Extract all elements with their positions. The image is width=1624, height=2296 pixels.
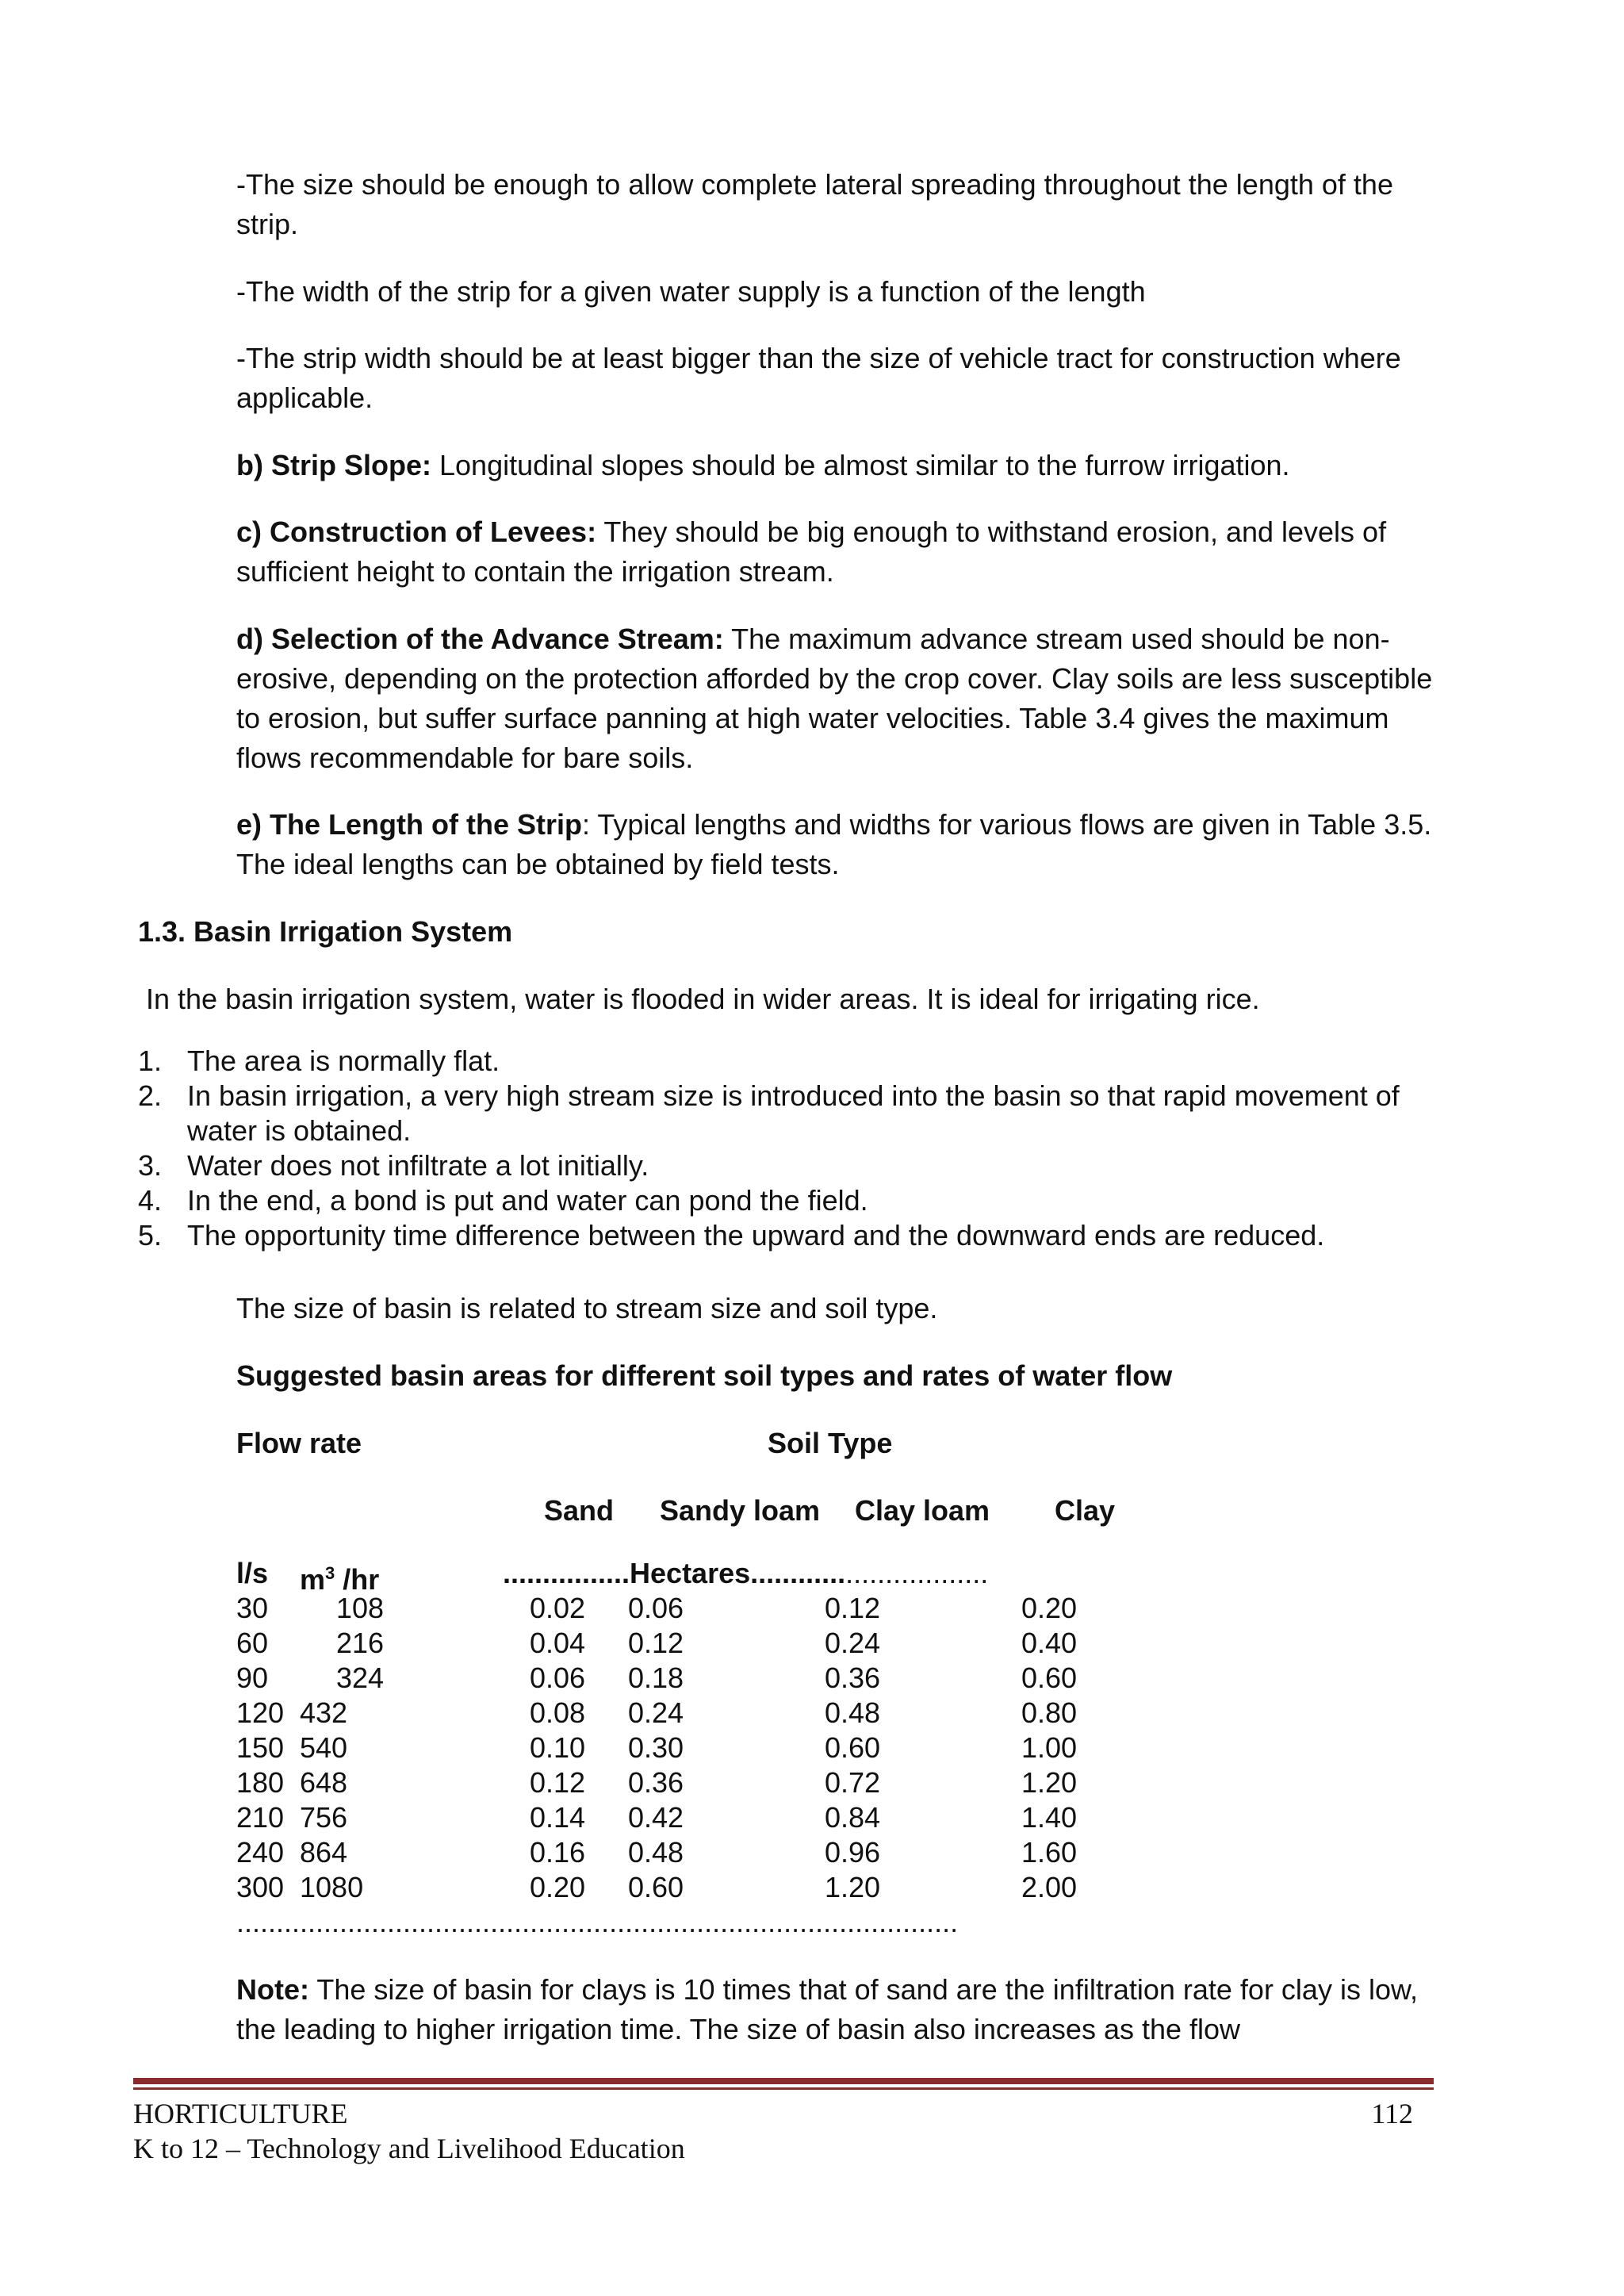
item-strip-slope [236,446,1442,485]
soil-type-label: Soil Type [768,1427,893,1459]
page-number: 112 [1371,2098,1413,2129]
list-item-number: 2. [138,1079,163,1112]
intro-paragraph: In the basin irrigation system, water is flooded in wider areas. It is ideal for irrigating rice. [146,983,1260,1015]
unit-liters-per-second: l/s [236,1557,269,1589]
list-item-text: In the end, a bond is put and water can pond the field. [187,1184,868,1217]
footer-rule-thin [133,2087,1434,2090]
item-advance-stream-text: The maximum advance stream used should be non-erosive, depending on the protection afforded by the crop cover. Clay soils are less susceptible to erosion, but suffer surface panning at high water velocities. Table 3.4 gives the maximum flows recommendable for bare soils. [236,623,1433,774]
basin-size-paragraph: The size of basin is related to stream size and soil type. [236,1292,938,1324]
list-item-number: 3. [138,1149,163,1182]
note-text: The size of basin for clays is 10 times that of sand are the infiltration rate for clay is low, the leading to higher irrigation time. The size of basin also increases as the flow [236,1973,1418,2045]
column-header-clay: Clay [1055,1494,1116,1527]
footer-line-2 [133,2130,1434,2167]
footer-rule [133,2078,1434,2084]
item-construction-levees-label: c) Construction of Levees: [236,516,597,548]
paragraph-strip-width-vehicle: -The strip width should be at least bigger than the size of vehicle tract for construction where applicable. [236,342,1401,414]
footer-line-1 [133,2095,1434,2132]
table-caption: Suggested basin areas for different soil types and rates of water flow [236,1359,1173,1392]
list-item-number: 5. [138,1219,163,1251]
list-item [138,1183,1454,1218]
column-header-sand: Sand [544,1494,615,1527]
item-construction-levees [236,512,1442,592]
footer-program: K to 12 – Technology and Livelihood Education [133,2133,685,2164]
list-item-number: 1. [138,1045,163,1077]
column-header-sandy-loam: Sandy loam [660,1494,821,1527]
flow-rate-label: Flow rate [236,1427,362,1459]
unit-hectares: ................Hectares.............................. [503,1557,989,1589]
list-item [138,1148,1454,1183]
list-item [138,1044,1454,1079]
paragraph-strip-width: -The width of the strip for a given water supply is a function of the length [236,275,1146,308]
list-item-text: The opportunity time difference between the upward and the downward ends are reduced. [187,1219,1325,1251]
item-construction-levees-text: They should be big enough to withstand erosion, and levels of sufficient height to contain the irrigation stream. [236,516,1387,588]
item-strip-slope-label: b) Strip Slope: [236,449,431,481]
list-item [138,1218,1454,1253]
column-header-clay-loam: Clay loam [855,1494,990,1527]
item-strip-length-text: : Typical lengths and widths for various flows are given in Table 3.5. The ideal lengths can be obtained by field tests. [236,808,1432,880]
unit-cubic-meters-per-hour: $m^3$ /hr [300,1563,380,1596]
list-item [138,1079,1454,1148]
item-advance-stream [236,619,1442,778]
document-page: -The size should be enough to allow complete lateral spreading throughout the length of the strip. -The width of the strip for a given water supply is a function of the length -The strip width should be at least bigger than the size of vehicle tract for construction where applicable. b) Strip Slope: Longitudinal slopes should be almost similar to the furrow irrigation. c) Construction of Levees: They should be big enough to withstand erosion, and levels of sufficient height to contain the irrigation stream. d) Selection of the Advance Stream: The maximum advance stream used should be non-erosive, depending on the protection afforded by the crop cover. Clay soils are less susceptible to erosion, but suffer surface panning at high water velocities. Table 3.4 gives the maximum flows recommendable for bare soils. e) The Length of the Strip: Typical lengths and widths for various flows are given in Table 3.5. The ideal lengths can be obtained by field tests. 1.3. Basin Irrigation System In the basin irrigation system, water is flooded in wider areas. It is ideal for irrigating rice. 1. The area is normally flat. 2. In basin irrigation, a very high stream size is introduced into the basin so that rapid movement of water is obtained. 3. Water does not infiltrate a lot initially. 4. In the end, a bond is put and water can pond the field. 5. The opportunity time difference between the upward and the downward ends are reduced. The size of basin is related to stream size and soil type. Suggested basin areas for different soil types and rates of water flow Flow rate Soil Type Sand Sandy loam Clay loam Clay l/s $m^3$ /hr ................Hectares.............................. 30 108 0.02 0.06 0.12 0.20 60 216 0.04 0.12 0.24 0.40 90 324 0.06 0.18 0.36 0.60 120 432 0.08 0.24 0.48 0.80 150 540 0.10 0.30 0.60 1.00 180 648 0.12 0.36 0.72 1.20 210 756 0.14 0.42 0.84 1.40 240 864 0.16 0.48 0.96 1.60 300 1080 0.20 0.60 1.20 2.00 ........................................................................................... Note: The size of basin for clays is 10 times that of sand are the infiltration rate for clay is low, the leading to higher irrigation time. The size of basin also increases as the flow HORTICULTURE 112 K to 12 – Technology and Livelihood Education [0,0,1624,2296]
list-item-number: 4. [138,1184,163,1217]
list-item-text: Water does not infiltrate a lot initially. [187,1149,649,1182]
paragraph-strip-size: -The size should be enough to allow complete lateral spreading throughout the length of the strip. [236,168,1393,240]
note-paragraph [236,1970,1442,2049]
section-heading: 1.3. Basin Irrigation System [138,915,513,948]
item-strip-length-label: e) The Length of the Strip [236,808,582,841]
item-strip-slope-text: Longitudinal slopes should be almost similar to the furrow irrigation. [431,449,1290,481]
item-advance-stream-label: d) Selection of the Advance Stream: [236,623,724,655]
basin-characteristics-list [138,1044,1454,1253]
list-item-text: The area is normally flat. [187,1045,500,1077]
list-item-text: In basin irrigation, a very high stream size is introduced into the basin so that rapid movement of water is obtained. [187,1079,1400,1147]
item-strip-length [236,805,1442,884]
note-label: Note: [236,1973,309,2006]
footer-subject: HORTICULTURE [133,2098,348,2129]
